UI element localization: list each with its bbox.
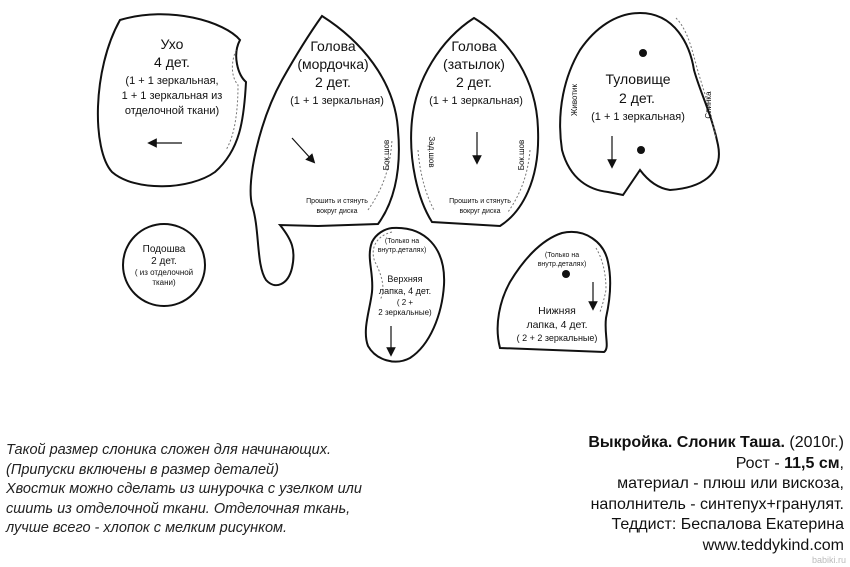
head-front-instruction: вокруг диска <box>316 208 358 215</box>
lower-paw-name: лапка, 4 дет. <box>526 319 588 331</box>
height-end: , <box>839 454 844 472</box>
pattern-year: (2010г.) <box>784 434 844 451</box>
ear-note: 1 + 1 зеркальная из <box>121 90 223 102</box>
height-value: 11,5 см <box>784 454 840 472</box>
upper-paw-inner-note: внутр.деталях) <box>377 247 427 254</box>
side-seam-label: Бок.шов <box>517 139 526 171</box>
pattern-site[interactable]: www.teddykind.com <box>702 536 844 554</box>
head-front-name: (мордочка) <box>297 56 369 72</box>
sole-name: Подошва <box>142 244 186 255</box>
pattern-info <box>514 433 844 556</box>
sole-note: ткани) <box>152 278 176 287</box>
height-label: Рост - <box>735 454 785 472</box>
ear-piece <box>98 14 246 186</box>
head-back-instruction: вокруг диска <box>459 208 501 215</box>
upper-paw-name: лапка, 4 дет. <box>378 286 432 296</box>
upper-paw-name: Верхняя <box>387 274 423 284</box>
pattern-material: материал - плюш или вискоза, <box>617 475 844 492</box>
upper-paw-piece <box>366 228 444 362</box>
pattern-filler: наполнитель - синтепух+гранулят. <box>590 495 844 513</box>
head-back-instruction: Прошить и стянуть <box>449 198 511 205</box>
head-back-name: (затылок) <box>443 56 505 72</box>
head-back-note: (1 + 1 зеркальная) <box>429 95 523 107</box>
note-line: лучше всего - хлопок с мелким рисунком. <box>6 520 287 536</box>
body-count: 2 дет. <box>619 90 655 106</box>
head-back-name: Голова <box>451 38 497 54</box>
watermark: babiki.ru <box>811 555 846 565</box>
pattern-title <box>514 433 844 454</box>
ear-note: (1 + 1 зеркальная, <box>125 75 219 87</box>
ear-name: Ухо <box>160 36 184 52</box>
head-back-count: 2 дет. <box>456 74 492 90</box>
pattern-height <box>514 454 844 475</box>
lower-paw-name: Нижняя <box>538 305 576 317</box>
head-front-note: (1 + 1 зеркальная) <box>290 95 384 107</box>
note-line: (Припуски включены в размер деталей) <box>6 461 279 478</box>
joint-mark-icon <box>562 270 570 278</box>
note-line: сшить из отделочной ткани. Отделочная ткань, <box>6 500 351 517</box>
lower-paw-piece <box>498 232 611 352</box>
pattern-title-bold: Выкройка. Слоник Таша. <box>588 434 785 451</box>
body-piece <box>560 13 719 195</box>
sole-piece <box>123 224 205 306</box>
head-front-name: Голова <box>310 38 356 54</box>
head-back-piece <box>411 18 538 226</box>
lower-paw-inner-note: (Только на <box>544 252 580 259</box>
lower-paw-note: ( 2 + 2 зеркальные) <box>516 333 598 343</box>
eye-mark-icon <box>639 49 647 57</box>
beginner-notes <box>6 441 436 539</box>
lower-paw-inner-note: внутр.деталях) <box>537 261 587 268</box>
ear-count: 4 дет. <box>154 54 190 70</box>
note-line: Такой размер слоника сложен для начинающих. <box>6 442 332 458</box>
upper-paw-note: ( 2 + <box>396 298 414 307</box>
back-seam-label: Зад.шов <box>427 136 436 168</box>
head-front-count: 2 дет. <box>315 74 351 90</box>
ear-note: отделочной ткани) <box>124 105 220 117</box>
back-label: Спинка <box>704 91 713 119</box>
head-front-instruction: Прошить и стянуть <box>306 198 368 205</box>
body-note: (1 + 1 зеркальная) <box>591 111 685 123</box>
sole-note: ( из отделочной <box>134 268 194 277</box>
note-line: Хвостик можно сделать из шнурочка с узелком или <box>6 481 362 497</box>
pattern-author: Теддист: Беспалова Екатерина <box>611 516 844 533</box>
upper-paw-note: 2 зеркальные) <box>378 308 432 317</box>
upper-paw-inner-note: (Только на <box>384 238 420 245</box>
joint-mark-icon <box>637 146 645 154</box>
belly-label: Животик <box>570 84 579 116</box>
sole-count: 2 дет. <box>151 256 177 267</box>
side-seam-label: Бок.шов <box>382 139 391 171</box>
body-name: Туловище <box>605 71 671 87</box>
